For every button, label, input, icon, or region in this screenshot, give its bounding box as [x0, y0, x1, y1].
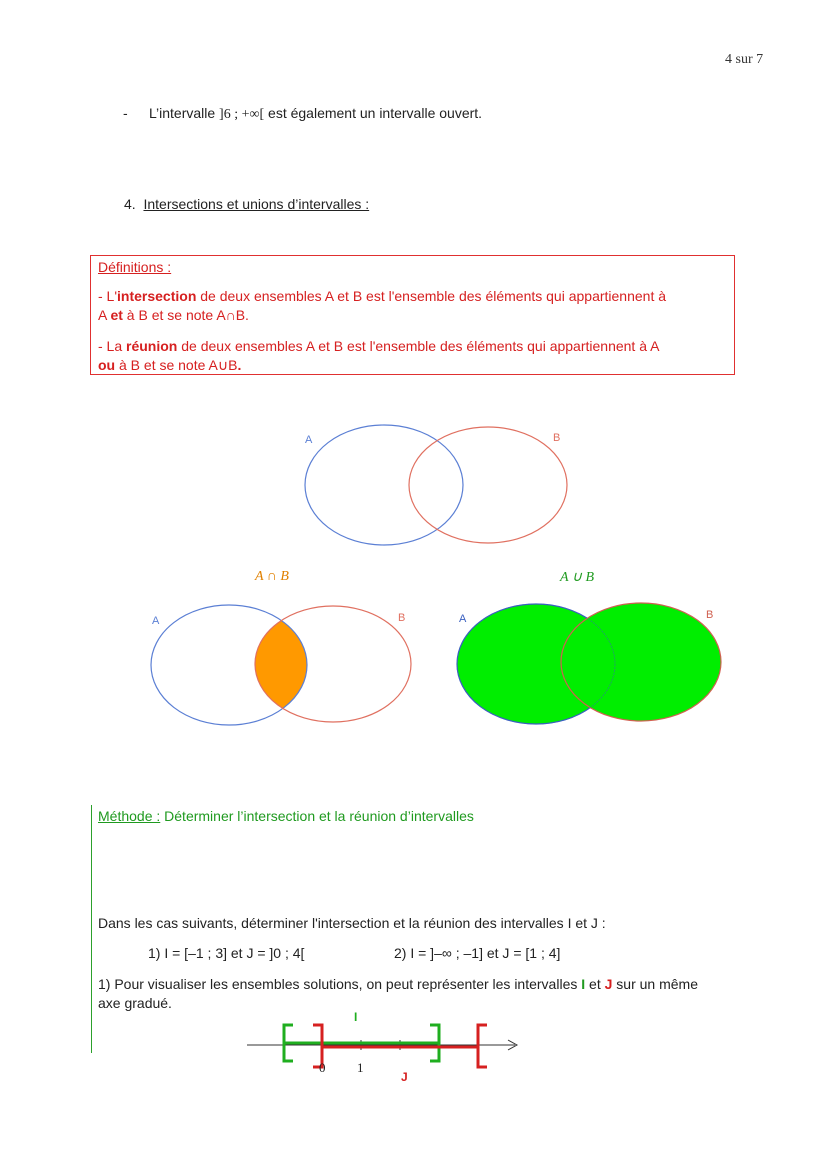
solution-part2: sur un même [612, 976, 698, 992]
def1-part4: à B et se note A∩B. [122, 307, 249, 323]
def2-bold-ou: ou [98, 357, 116, 373]
union-set-b [561, 603, 721, 721]
def2-part1: - La [98, 338, 127, 354]
section-number: 4. [124, 196, 136, 212]
set-b-label: B [706, 609, 714, 621]
set-b-label: B [398, 612, 406, 624]
def2-bold-reunion: réunion [126, 338, 178, 354]
bullet-text-after: est également un intervalle ouvert. [264, 105, 483, 121]
def2-dot: . [237, 357, 242, 373]
method-heading [98, 808, 474, 824]
method-side-bar [91, 805, 92, 1053]
solution-line2: axe gradué. [98, 995, 172, 1011]
bullet-text-before: L’intervalle [149, 105, 220, 121]
page-number: 4 sur 7 [725, 52, 764, 67]
bullet-line [123, 105, 482, 123]
set-a-ellipse [305, 425, 463, 545]
bullet-dash: - [123, 105, 128, 121]
bullet-interval: ]6 ; +∞[ [219, 107, 265, 122]
solution-j: J [604, 976, 613, 992]
def1-bold-intersection: intersection [117, 288, 197, 304]
number-line [240, 1005, 530, 1090]
tick-label-1: 1 [357, 1060, 364, 1075]
def1-part2: de deux ensembles A et B est l'ensemble des éléments qui appartiennent à [196, 288, 667, 304]
method-title: Déterminer l’intersection et la réunion d’intervalles [160, 808, 474, 824]
venn-diagram-union [450, 595, 740, 735]
definition-intersection [98, 287, 728, 325]
solution-and: et [585, 976, 605, 992]
set-b-label: B [553, 432, 561, 444]
union-caption: A ∪ B [560, 570, 595, 585]
section-title: Intersections et unions d’intervalles : [143, 196, 370, 212]
interval-j-label: J [401, 1070, 408, 1084]
case-2: 2) I = ]–∞ ; –1] et J = [1 ; 4] [394, 945, 561, 961]
intersection-region [255, 606, 411, 722]
definition-union [98, 337, 728, 375]
section-heading [124, 196, 369, 212]
case-1: 1) I = [–1 ; 3] et J = ]0 ; 4[ [148, 945, 305, 961]
method-label: Méthode : [98, 808, 161, 824]
method-intro: Dans les cas suivants, déterminer l'intersection et la réunion des intervalles I et J : [98, 915, 606, 931]
def1-part1: - L' [98, 288, 118, 304]
def1-bold-et: et [110, 307, 123, 323]
set-a-label: A [152, 615, 160, 627]
set-a-label: A [459, 613, 467, 625]
venn-diagram-basic [290, 415, 580, 555]
interval-i-label: I [354, 1010, 358, 1024]
set-a-label: A [305, 434, 313, 446]
set-b-ellipse [409, 427, 567, 543]
tick-label-0: 0 [319, 1060, 326, 1075]
interval-j-right-bracket [478, 1025, 487, 1067]
def2-part2: de deux ensembles A et B est l'ensemble des éléments qui appartiennent à A [177, 338, 660, 354]
intersection-caption: A ∩ B [255, 569, 289, 584]
def1-part3: A [98, 307, 111, 323]
definitions-title: Définitions : [98, 259, 172, 275]
def2-part3: à B et se note A∪B [115, 357, 238, 373]
venn-diagram-intersection [140, 595, 430, 735]
solution-i: I [581, 976, 586, 992]
solution-part1: 1) Pour visualiser les ensembles solutions, on peut représenter les intervalles [98, 976, 582, 992]
